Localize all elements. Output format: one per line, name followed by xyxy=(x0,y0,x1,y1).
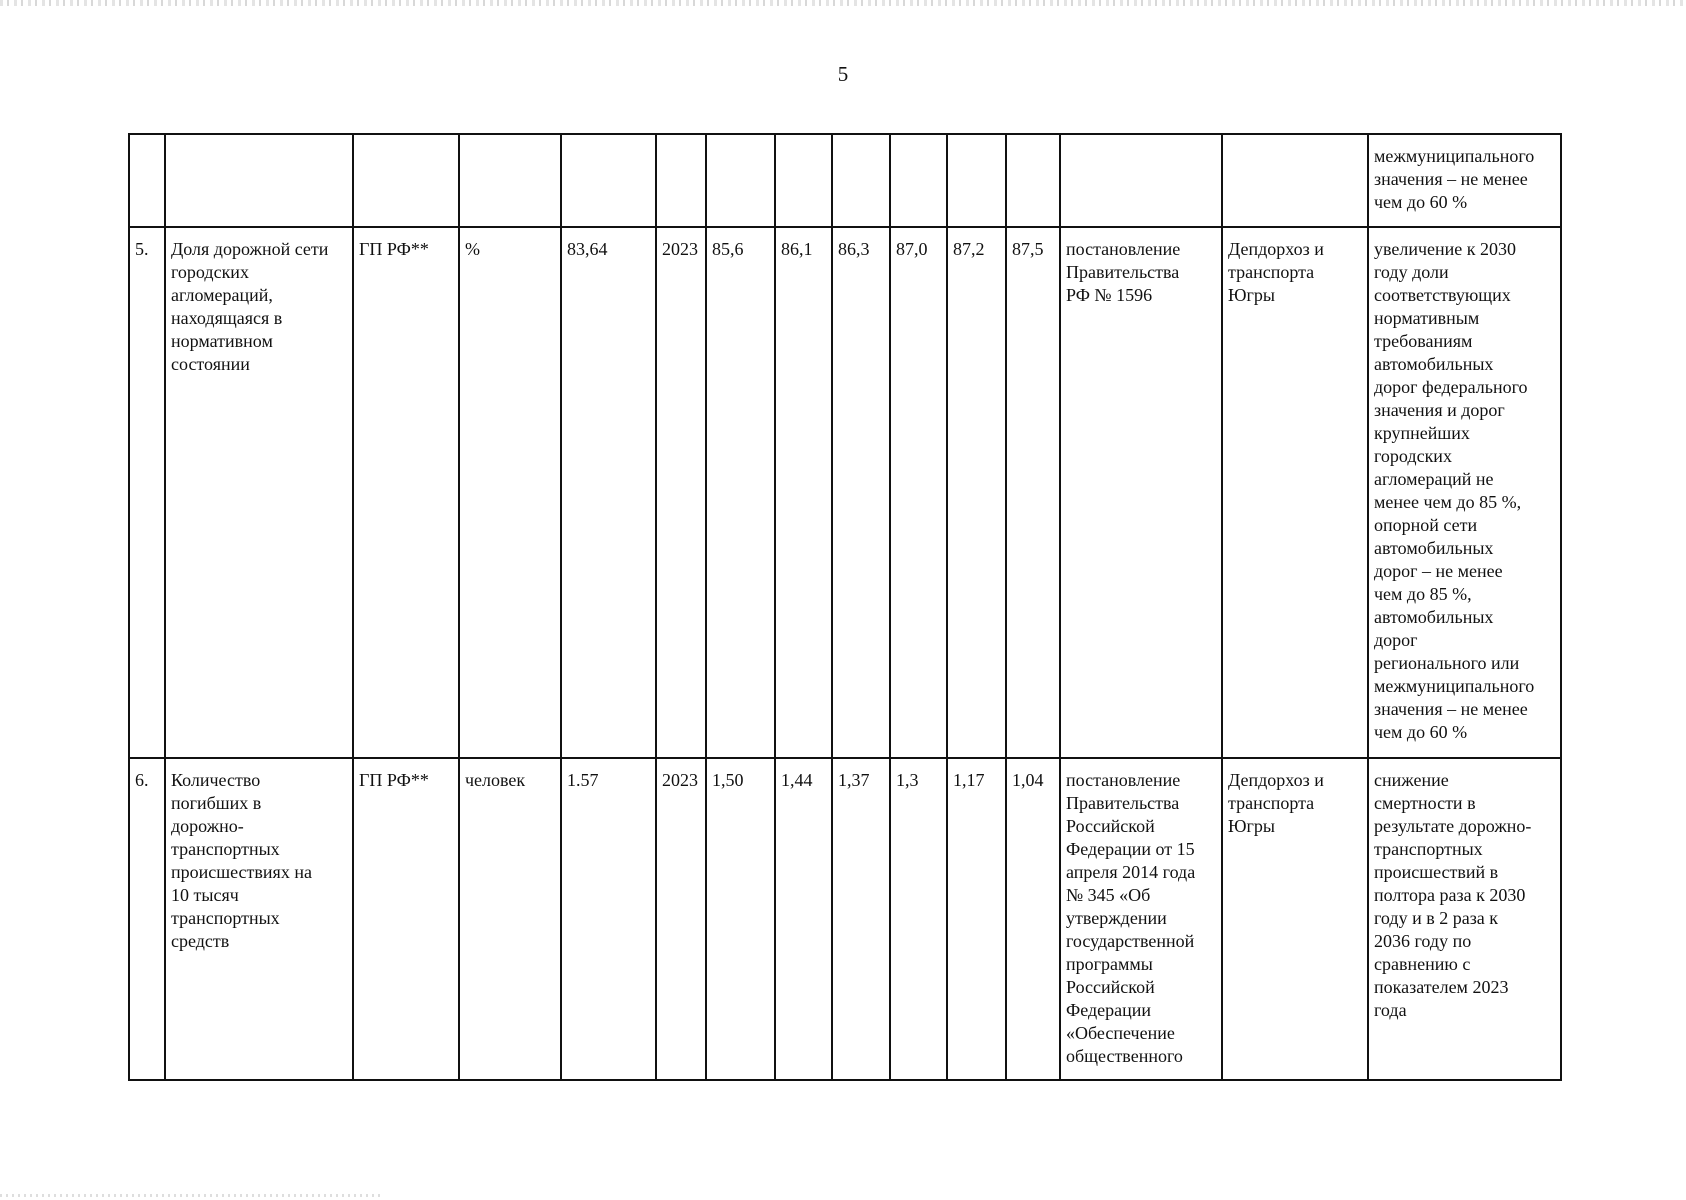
cell-name xyxy=(165,758,353,1080)
comment-line: менее чем до 85 %, xyxy=(1374,492,1522,512)
cell-v6: 1,04 xyxy=(1006,758,1060,1080)
cell-v4 xyxy=(890,134,947,227)
cell-responsible xyxy=(1222,758,1368,1080)
cell-num xyxy=(129,134,165,227)
scan-edge-top xyxy=(0,0,1686,6)
cell-document xyxy=(1060,134,1222,227)
cell-v1: 1,50 xyxy=(706,758,775,1080)
comment-line: сравнению с xyxy=(1374,954,1471,974)
comment-line: регионального или xyxy=(1374,653,1520,673)
cell-v6: 87,5 xyxy=(1006,227,1060,758)
comment-line: увеличение к 2030 xyxy=(1374,239,1517,259)
responsible-line: Югры xyxy=(1228,285,1275,305)
comment-line: происшествий в xyxy=(1374,862,1499,882)
document-line: Правительства xyxy=(1066,793,1180,813)
cell-unit: человек xyxy=(459,758,561,1080)
document-line: Правительства xyxy=(1066,262,1180,282)
cell-v3 xyxy=(832,134,890,227)
name-line: Количество xyxy=(171,770,261,790)
cell-v5: 1,17 xyxy=(947,758,1006,1080)
comment-line: автомобильных xyxy=(1374,607,1494,627)
cell-v2: 86,1 xyxy=(775,227,832,758)
cell-base-value: 1.57 xyxy=(561,758,656,1080)
table-row-continuation xyxy=(129,134,1561,227)
name-line: Доля дорожной сети xyxy=(171,239,329,259)
cell-comment xyxy=(1368,758,1561,1080)
name-line: городских xyxy=(171,262,249,282)
document-line: Российской xyxy=(1066,977,1155,997)
responsible-line: Депдорхоз и xyxy=(1228,770,1324,790)
cell-v5: 87,2 xyxy=(947,227,1006,758)
cell-v2: 1,44 xyxy=(775,758,832,1080)
comment-line: смертности в xyxy=(1374,793,1476,813)
cell-v2 xyxy=(775,134,832,227)
name-line: дорожно- xyxy=(171,816,244,836)
cell-responsible xyxy=(1222,227,1368,758)
cell-num: 6. xyxy=(129,758,165,1080)
cell-base-year: 2023 xyxy=(656,227,706,758)
comment-line: результате дорожно- xyxy=(1374,816,1532,836)
cell-v3: 86,3 xyxy=(832,227,890,758)
document-line: постановление xyxy=(1066,239,1181,259)
name-line: погибших в xyxy=(171,793,262,813)
cell-base-value: 83,64 xyxy=(561,227,656,758)
cell-v1 xyxy=(706,134,775,227)
comment-line: городских xyxy=(1374,446,1452,466)
cell-v5 xyxy=(947,134,1006,227)
document-line: государственной xyxy=(1066,931,1195,951)
name-line: средств xyxy=(171,931,230,951)
comment-line: дорог федерального xyxy=(1374,377,1528,397)
cell-comment xyxy=(1368,134,1561,227)
document-line: постановление xyxy=(1066,770,1181,790)
comment-line: значения и дорог xyxy=(1374,400,1505,420)
name-line: транспортных xyxy=(171,839,280,859)
comment-line: полтора раза к 2030 xyxy=(1374,885,1526,905)
comment-line: снижение xyxy=(1374,770,1449,790)
name-line: нормативном xyxy=(171,331,273,351)
responsible-line: транспорта xyxy=(1228,262,1315,282)
comment-line: чем до 85 %, xyxy=(1374,584,1472,604)
document-line: № 345 «Об xyxy=(1066,885,1151,905)
comment-line: автомобильных xyxy=(1374,354,1494,374)
document-line: «Обеспечение xyxy=(1066,1023,1175,1043)
cell-comment xyxy=(1368,227,1561,758)
cell-level: ГП РФ** xyxy=(353,227,459,758)
comment-line: соответствующих xyxy=(1374,285,1511,305)
responsible-line: Югры xyxy=(1228,816,1275,836)
document-line: Российской xyxy=(1066,816,1155,836)
responsible-line: транспорта xyxy=(1228,793,1315,813)
document-line: Федерации xyxy=(1066,1000,1152,1020)
comment-line: крупнейших xyxy=(1374,423,1470,443)
cell-v1: 85,6 xyxy=(706,227,775,758)
comment-line: агломераций не xyxy=(1374,469,1494,489)
cell-base-year: 2023 xyxy=(656,758,706,1080)
comment-line: году и в 2 раза к xyxy=(1374,908,1499,928)
cell-document xyxy=(1060,758,1222,1080)
comment-line: транспортных xyxy=(1374,839,1483,859)
cell-name xyxy=(165,134,353,227)
comment-line: дорог xyxy=(1374,630,1418,650)
cell-level xyxy=(353,134,459,227)
cell-v3: 1,37 xyxy=(832,758,890,1080)
indicators-table xyxy=(128,133,1562,1081)
name-line: агломераций, xyxy=(171,285,273,305)
comment-line: значения – не менее xyxy=(1374,699,1528,719)
name-line: происшествиях на xyxy=(171,862,312,882)
document-line: утверждении xyxy=(1066,908,1167,928)
cell-name xyxy=(165,227,353,758)
cell-unit xyxy=(459,134,561,227)
comment-line: опорной сети xyxy=(1374,515,1478,535)
name-line: транспортных xyxy=(171,908,280,928)
cell-base-year xyxy=(656,134,706,227)
document-line: апреля 2014 года xyxy=(1066,862,1196,882)
comment-line: значения – не менее xyxy=(1374,169,1528,189)
comment-line: межмуниципального xyxy=(1374,146,1535,166)
comment-line: показателем 2023 xyxy=(1374,977,1509,997)
comment-line: дорог – не менее xyxy=(1374,561,1503,581)
table-row-6 xyxy=(129,758,1561,1080)
comment-line: требованиям xyxy=(1374,331,1473,351)
cell-responsible xyxy=(1222,134,1368,227)
comment-line: автомобильных xyxy=(1374,538,1494,558)
cell-v4: 1,3 xyxy=(890,758,947,1080)
comment-line: года xyxy=(1374,1000,1407,1020)
page-number: 5 xyxy=(837,62,849,86)
comment-line: чем до 60 % xyxy=(1374,192,1468,212)
name-line: 10 тысяч xyxy=(171,885,239,905)
cell-v6 xyxy=(1006,134,1060,227)
comment-line: чем до 60 % xyxy=(1374,722,1468,742)
document-line: общественного xyxy=(1066,1046,1183,1066)
document-line: Федерации от 15 xyxy=(1066,839,1195,859)
cell-num: 5. xyxy=(129,227,165,758)
comment-line: году доли xyxy=(1374,262,1449,282)
name-line: находящаяся в xyxy=(171,308,283,328)
cell-level: ГП РФ** xyxy=(353,758,459,1080)
comment-line: нормативным xyxy=(1374,308,1480,328)
cell-v4: 87,0 xyxy=(890,227,947,758)
responsible-line: Депдорхоз и xyxy=(1228,239,1324,259)
cell-unit: % xyxy=(459,227,561,758)
comment-line: 2036 году по xyxy=(1374,931,1472,951)
name-line: состоянии xyxy=(171,354,250,374)
document-line: РФ № 1596 xyxy=(1066,285,1153,305)
cell-base-value xyxy=(561,134,656,227)
comment-line: межмуниципального xyxy=(1374,676,1535,696)
scan-edge-bottom xyxy=(0,1194,380,1197)
cell-document xyxy=(1060,227,1222,758)
document-line: программы xyxy=(1066,954,1153,974)
table-row-5 xyxy=(129,227,1561,758)
